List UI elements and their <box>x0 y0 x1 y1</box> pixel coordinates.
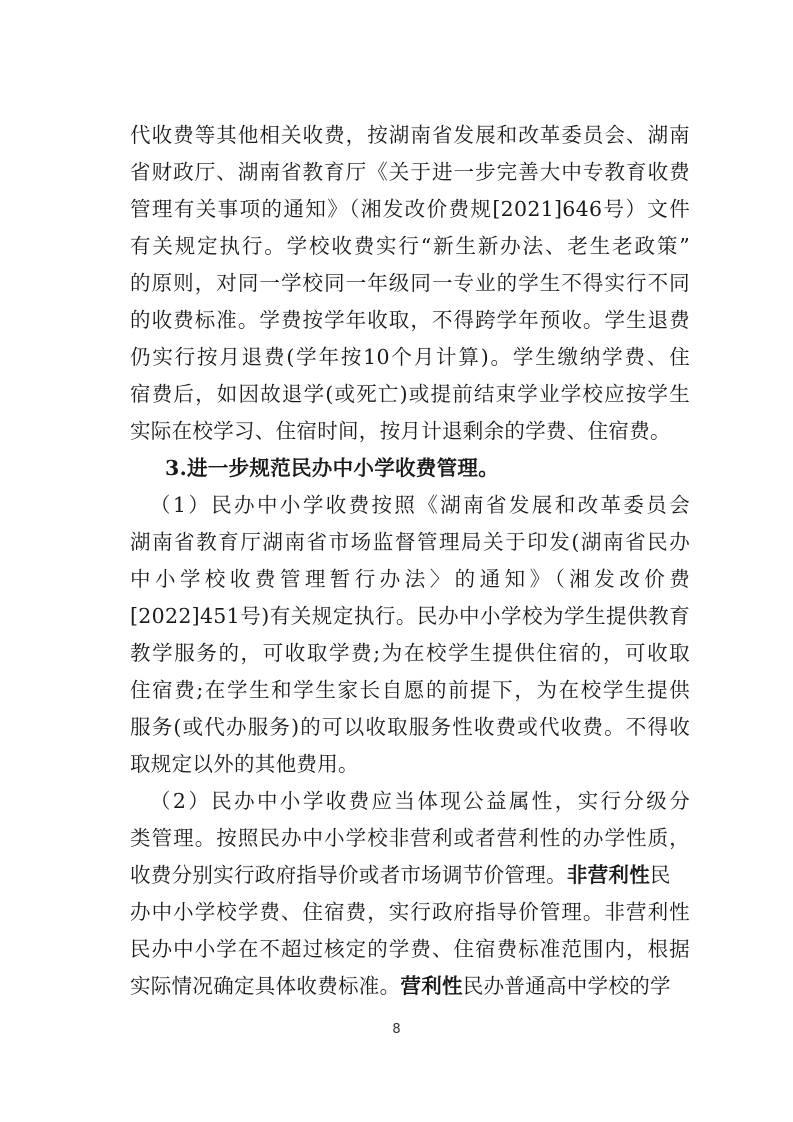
text-line: 宿费后，如因故退学(或死亡)或提前结束学业学校应按学生 <box>130 382 690 406</box>
bold-term-profit: 营利性 <box>400 974 463 998</box>
text-line: 中小学校收费管理暂行办法〉的通知》（湘发改价费 <box>130 567 690 591</box>
text-line: （2）民办中小学收费应当体现公益属性，实行分级分 <box>150 789 690 813</box>
text-line <box>130 973 690 999</box>
text-line: 仍实行按月退费(学年按10个月计算)。学生缴纳学费、住 <box>130 345 690 369</box>
text-segment: 收费分别实行政府指导价或者市场调节价管理。 <box>130 863 567 887</box>
text-line <box>130 936 690 962</box>
text-line: 的收费标准。学费按学年收取，不得跨学年预收。学生退费 <box>130 308 690 332</box>
page-number: 8 <box>392 1022 401 1037</box>
text-line: （1）民办中小学收费按照《湖南省发展和改革委员会 <box>150 493 690 517</box>
text-line: 住宿费;在学生和学生家长自愿的前提下，为在校学生提供 <box>130 678 690 702</box>
bold-term-nonprofit: 非营利性 <box>566 863 651 887</box>
text-line: 管理有关事项的通知》（湘发改价费规[2021]646号）文件 <box>130 197 690 221</box>
text-line: 取规定以外的其他费用。 <box>130 752 359 776</box>
text-line <box>130 862 690 888</box>
section-heading: 3.进一步规范民办中小学收费管理。 <box>165 456 499 480</box>
text-line: 省财政厅、湖南省教育厅《关于进一步完善大中专教育收费 <box>130 160 690 184</box>
text-segment: 实际情况确定具体收费标准。 <box>130 974 401 998</box>
text-line: 类管理。按照民办中小学校非营利或者营利性的办学性质， <box>130 826 690 850</box>
text-line: 服务(或代办服务)的可以收取服务性收费或代收费。不得收 <box>130 715 690 739</box>
text-line: 代收费等其他相关收费，按湖南省发展和改革委员会、湖南 <box>130 123 690 147</box>
text-line: 办中小学校学费、住宿费，实行政府指导价管理。非营利性 <box>130 900 690 924</box>
text-segment: 民办普通高中学校的学 <box>462 974 671 998</box>
text-line: 的原则，对同一学校同一年级同一专业的学生不得实行不同 <box>130 271 690 295</box>
text-line: 实际在校学习、住宿时间，按月计退剩余的学费、住宿费。 <box>130 419 671 443</box>
text-segment: 民 <box>650 863 671 887</box>
text-line: [2022]451号)有关规定执行。民办中小学校为学生提供教育 <box>130 604 690 628</box>
text-line: 湖南省教育厅湖南省市场监督管理局关于印发(湖南省民办 <box>130 530 690 554</box>
text-line: 教学服务的，可收取学费;为在校学生提供住宿的，可收取 <box>130 641 690 665</box>
text-segment: 民办中小学在不超过核定的学费、住宿费标准范围内，根据 <box>130 937 690 961</box>
text-line: 有关规定执行。学校收费实行“新生新办法、老生老政策” <box>130 234 690 258</box>
